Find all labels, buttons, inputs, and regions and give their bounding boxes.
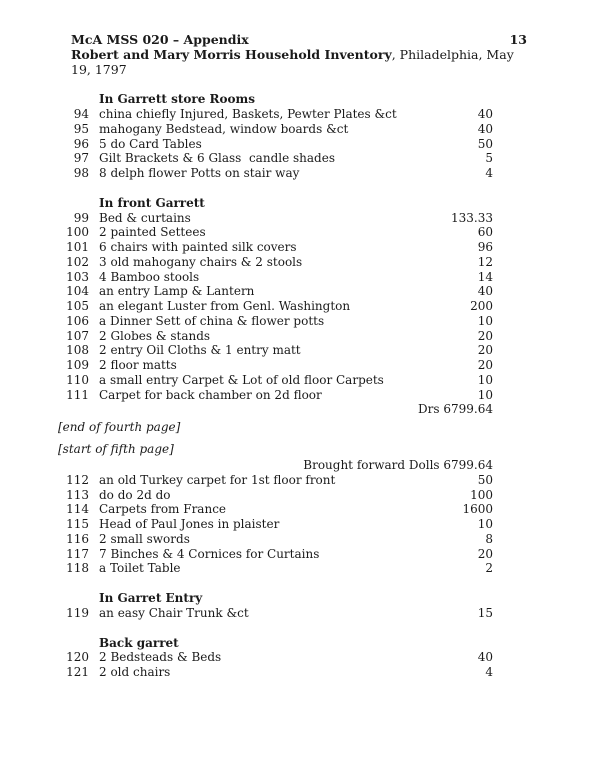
item-value: 50 <box>477 136 493 151</box>
item-description: an elegant Luster from Genl. Washington <box>99 299 351 313</box>
item-number: 103 <box>66 269 89 284</box>
document-header <box>0 33 600 48</box>
item-description: do do 2d do <box>99 487 171 502</box>
item-description: mahogany Bedstead, window boards &ct <box>99 121 349 136</box>
item-description: a small entry Carpet & Lot of old floor Carpets <box>99 372 384 387</box>
item-value: 20 <box>477 328 493 343</box>
item-description: 2 painted Settees <box>99 225 206 240</box>
inventory-row <box>0 225 600 240</box>
inventory-row <box>0 358 600 373</box>
section-heading: In Garret Entry <box>99 591 203 605</box>
inventory-row <box>0 211 600 226</box>
inventory-row <box>0 488 600 503</box>
page-break-note: [start of fifth page] <box>58 442 174 457</box>
item-number: 113 <box>66 487 89 502</box>
item-number: 121 <box>66 665 89 679</box>
inventory-row <box>0 122 600 137</box>
item-description: a Toilet Table <box>99 561 181 576</box>
item-value: 10 <box>477 372 493 387</box>
item-number: 112 <box>66 472 89 487</box>
item-description: 2 floor matts <box>99 358 177 372</box>
item-value: 40 <box>477 107 493 121</box>
item-number: 119 <box>66 605 89 620</box>
inventory-row <box>0 284 600 299</box>
item-number: 97 <box>73 151 89 166</box>
inventory-row <box>0 299 600 314</box>
inventory-row <box>0 502 600 517</box>
item-value: 96 <box>477 240 493 254</box>
item-description: Carpets from France <box>99 502 227 517</box>
item-value: 40 <box>477 284 493 299</box>
item-description: 2 Bedsteads & Beds <box>99 650 222 665</box>
item-value: 40 <box>477 650 493 665</box>
item-number: 114 <box>66 502 89 517</box>
item-description: an easy Chair Trunk &ct <box>99 605 249 620</box>
inventory-row <box>0 606 600 621</box>
item-number: 106 <box>66 313 89 328</box>
item-description: Carpet for back chamber on 2d floor <box>99 387 322 402</box>
item-value: 5 <box>485 151 493 166</box>
item-description: 2 old chairs <box>99 665 171 679</box>
item-number: 98 <box>73 166 89 180</box>
inventory-row <box>0 270 600 285</box>
item-number: 94 <box>73 107 89 121</box>
item-value: 8 <box>485 531 493 546</box>
inventory-row <box>0 343 600 358</box>
item-value: 40 <box>477 121 493 136</box>
inventory-row <box>0 473 600 488</box>
item-number: 120 <box>66 650 89 665</box>
item-value: 50 <box>477 472 493 487</box>
item-value: 20 <box>477 546 493 561</box>
item-value: 20 <box>477 343 493 358</box>
item-number: 109 <box>66 358 89 372</box>
inventory-row <box>0 517 600 532</box>
item-number: 107 <box>66 328 89 343</box>
item-description: 4 Bamboo stools <box>99 269 200 284</box>
section-heading: Back garret <box>99 635 179 650</box>
item-number: 115 <box>66 517 89 531</box>
item-description: 2 Globes & stands <box>99 328 211 343</box>
item-number: 117 <box>66 546 89 561</box>
item-value: 10 <box>477 313 493 328</box>
inventory-row <box>0 561 600 576</box>
inventory-row <box>0 547 600 562</box>
inventory-row <box>0 329 600 344</box>
item-value: 4 <box>485 166 493 180</box>
item-description: 7 Binches & 4 Cornices for Curtains <box>99 546 320 561</box>
item-description: Bed & curtains <box>99 210 191 225</box>
item-description: 2 small swords <box>99 531 190 546</box>
inventory-list <box>0 92 600 680</box>
inventory-row <box>0 255 600 270</box>
item-description: Gilt Brackets & 6 Glass candle shades <box>99 151 335 166</box>
item-value: 14 <box>477 269 493 284</box>
item-number: 100 <box>66 225 89 240</box>
item-value: 2 <box>485 561 493 576</box>
item-number: 116 <box>66 531 89 546</box>
item-description: 3 old mahogany chairs & 2 stools <box>99 254 303 269</box>
item-value: 20 <box>477 358 493 372</box>
item-description: 6 chairs with painted silk covers <box>99 240 297 254</box>
document-title: McA MSS 020 – Appendix <box>71 32 249 47</box>
item-description: china chiefly Injured, Baskets, Pewter Plates &ct <box>99 107 397 121</box>
item-value: 10 <box>477 517 493 531</box>
inventory-row <box>0 314 600 329</box>
page-number: 13 <box>509 32 527 47</box>
brought-forward-line: Brought forward Dolls 6799.64 <box>303 458 493 472</box>
total-line: Drs 6799.64 <box>418 402 493 417</box>
item-number: 105 <box>66 299 89 313</box>
item-number: 104 <box>66 284 89 299</box>
item-value: 12 <box>477 254 493 269</box>
item-value: 4 <box>485 665 493 679</box>
inventory-row <box>0 151 600 166</box>
item-value: 15 <box>477 605 493 620</box>
item-description: 8 delph flower Potts on stair way <box>99 166 300 180</box>
item-number: 96 <box>73 136 89 151</box>
item-number: 102 <box>66 254 89 269</box>
inventory-row <box>0 166 600 181</box>
item-value: 1600 <box>462 502 493 517</box>
item-description: Head of Paul Jones in plaister <box>99 517 280 531</box>
item-value: 100 <box>470 487 493 502</box>
inventory-row <box>0 373 600 388</box>
item-description: an entry Lamp & Lantern <box>99 284 255 299</box>
item-value: 60 <box>477 225 493 240</box>
document-subtitle-rest: , Philadelphia, May 19, 1797 <box>71 46 514 77</box>
item-description: 5 do Card Tables <box>99 136 202 151</box>
item-value: 133.33 <box>451 210 493 225</box>
item-number: 111 <box>66 387 89 402</box>
document-subtitle: Robert and Mary Morris Household Inventory <box>71 46 392 62</box>
document-subtitle-line <box>0 48 600 78</box>
item-number: 108 <box>66 343 89 358</box>
inventory-row <box>0 388 600 403</box>
item-number: 95 <box>73 121 89 136</box>
item-number: 110 <box>66 372 89 387</box>
inventory-row <box>0 650 600 665</box>
section-heading: In front Garrett <box>99 195 205 210</box>
inventory-row <box>0 240 600 255</box>
item-description: an old Turkey carpet for 1st floor front <box>99 472 336 487</box>
inventory-row <box>0 665 600 680</box>
page-break-note: [end of fourth page] <box>58 420 181 434</box>
item-number: 118 <box>66 561 89 576</box>
item-description: a Dinner Sett of china & flower potts <box>99 313 325 328</box>
item-number: 101 <box>66 240 89 254</box>
item-value: 10 <box>477 387 493 402</box>
inventory-row <box>0 107 600 122</box>
section-heading: In Garrett store Rooms <box>99 92 255 107</box>
item-value: 200 <box>470 299 493 313</box>
item-number: 99 <box>73 210 89 225</box>
inventory-row <box>0 532 600 547</box>
item-description: 2 entry Oil Cloths & 1 entry matt <box>99 343 301 358</box>
document-content <box>0 33 600 680</box>
inventory-row <box>0 137 600 152</box>
